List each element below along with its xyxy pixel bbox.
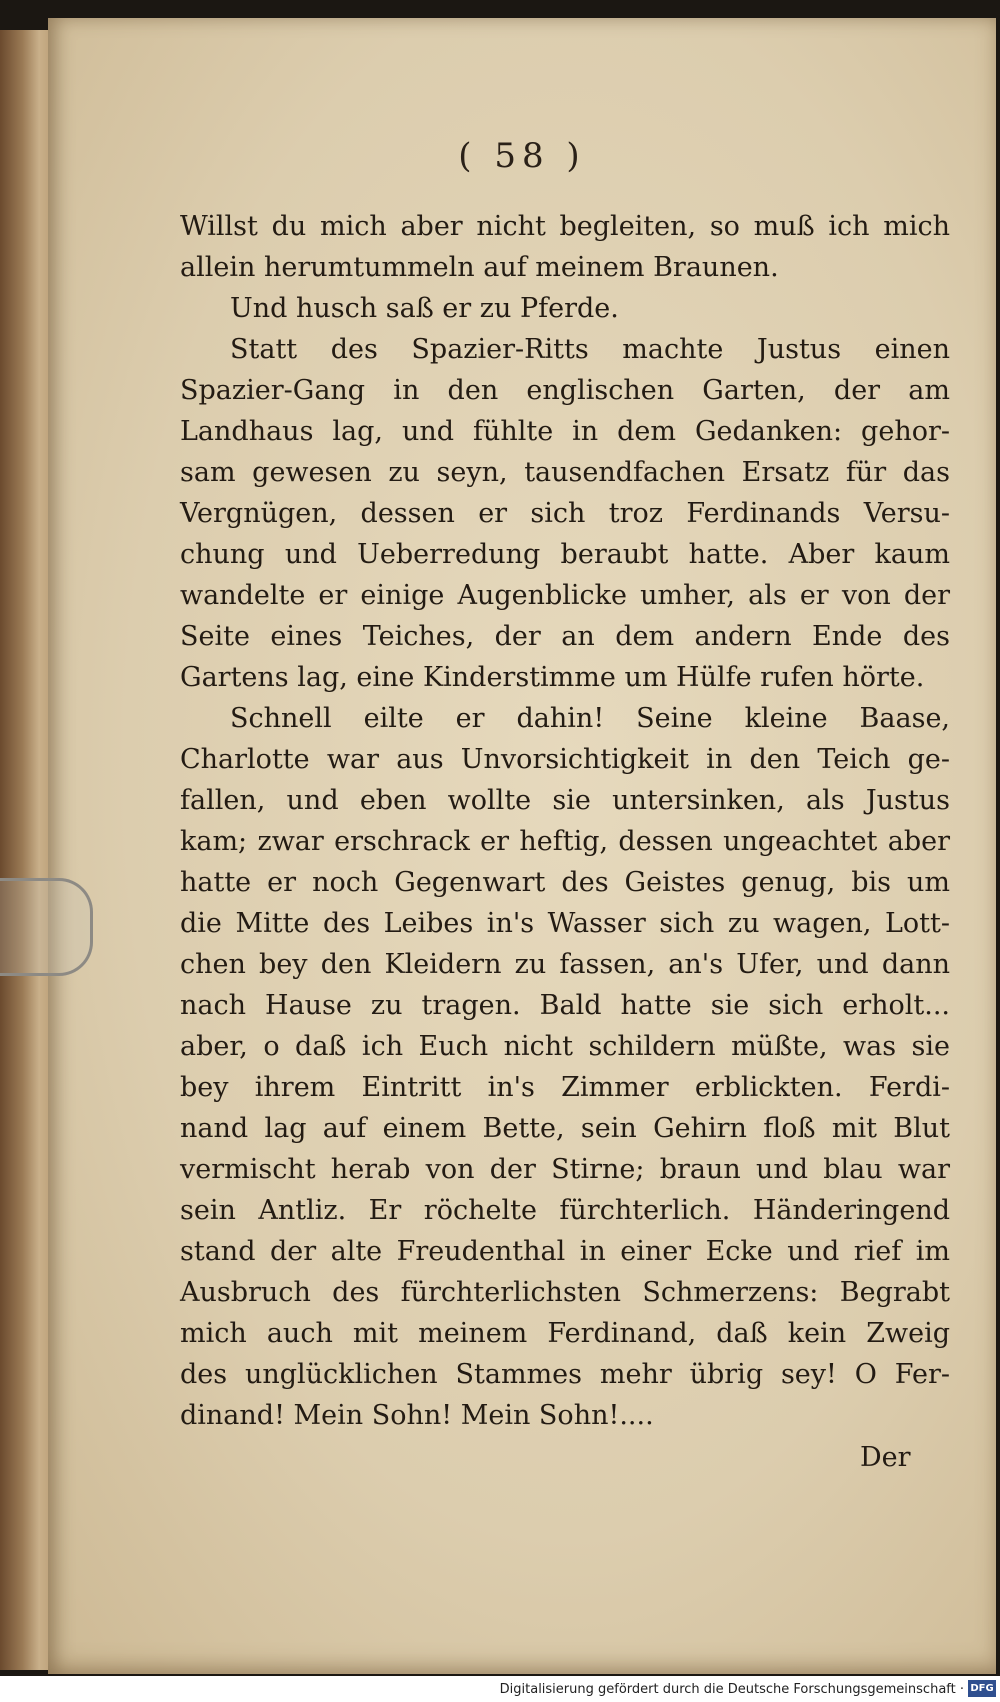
catchword: Der <box>860 1442 911 1473</box>
body-text <box>180 206 950 1436</box>
text-line: Charlotte war aus Unvorsichtigkeit in den Teich ge- <box>180 744 950 775</box>
text-line: bey ihrem Eintritt in's Zimmer erblickten. Ferdi- <box>180 1072 950 1103</box>
text-line: Schnell eilte er dahin! Seine kleine Baase, <box>230 703 950 734</box>
text-line: chen bey den Kleidern zu fassen, an's Ufer, und dann <box>180 949 950 980</box>
text-line: wandelte er einige Augenblicke umher, als er von der <box>180 580 950 611</box>
text-line: sam gewesen zu seyn, tausendfachen Ersatz für das <box>180 457 950 488</box>
text-line: fallen, und eben wollte sie untersinken, als Justus <box>180 785 950 816</box>
text-line: chung und Ueberredung beraubt hatte. Aber kaum <box>180 539 950 570</box>
text-line: nand lag auf einem Bette, sein Gehirn floß mit Blut <box>180 1113 950 1144</box>
text-line: Statt des Spazier-Ritts machte Justus einen <box>230 334 950 365</box>
text-line: Seite eines Teiches, der an dem andern Ende des <box>180 621 950 652</box>
page-number: ( 58 ) <box>458 136 586 176</box>
text-line: stand der alte Freudenthal in einer Ecke und rief im <box>180 1236 950 1267</box>
text-line: dinand! Mein Sohn! Mein Sohn!.... <box>180 1400 654 1431</box>
text-line: Landhaus lag, und fühlte in dem Gedanken: gehor- <box>180 416 950 447</box>
text-line: Ausbruch des fürchterlichsten Schmerzens: Begrabt <box>180 1277 950 1308</box>
dfg-logo-icon: DFG <box>968 1680 996 1697</box>
text-line: Gartens lag, eine Kinderstimme um Hülfe rufen hörte. <box>180 662 925 693</box>
text-line: nach Hause zu tragen. Bald hatte sie sich erholt... <box>180 990 950 1021</box>
text-line: allein herumtummeln auf meinem Braunen. <box>180 252 779 283</box>
page-clip <box>0 878 93 976</box>
text-line: Willst du mich aber nicht begleiten, so muß ich mich <box>180 211 950 242</box>
footer-credit: Digitalisierung gefördert durch die Deutsche Forschungsgemeinschaft · <box>499 1682 964 1697</box>
text-line: Spazier-Gang in den englischen Garten, der am <box>180 375 950 406</box>
text-line: Und husch saß er zu Pferde. <box>230 293 619 324</box>
text-line: kam; zwar erschrack er heftig, dessen ungeachtet aber <box>180 826 950 857</box>
text-line: mich auch mit meinem Ferdinand, daß kein Zweig <box>180 1318 950 1349</box>
text-line: die Mitte des Leibes in's Wasser sich zu wagen, Lott- <box>180 908 950 939</box>
text-line: vermischt herab von der Stirne; braun und blau war <box>180 1154 950 1185</box>
footer-bar <box>0 1676 1000 1702</box>
text-line: aber, o daß ich Euch nicht schildern müßte, was sie <box>180 1031 950 1062</box>
text-line: des unglücklichen Stammes mehr übrig sey! O Fer- <box>180 1359 950 1390</box>
text-line: Vergnügen, dessen er sich troz Ferdinands Versu- <box>180 498 950 529</box>
book-page <box>48 18 996 1674</box>
text-line: hatte er noch Gegenwart des Geistes genug, bis um <box>180 867 950 898</box>
text-line: sein Antliz. Er röchelte fürchterlich. Händeringend <box>180 1195 950 1226</box>
